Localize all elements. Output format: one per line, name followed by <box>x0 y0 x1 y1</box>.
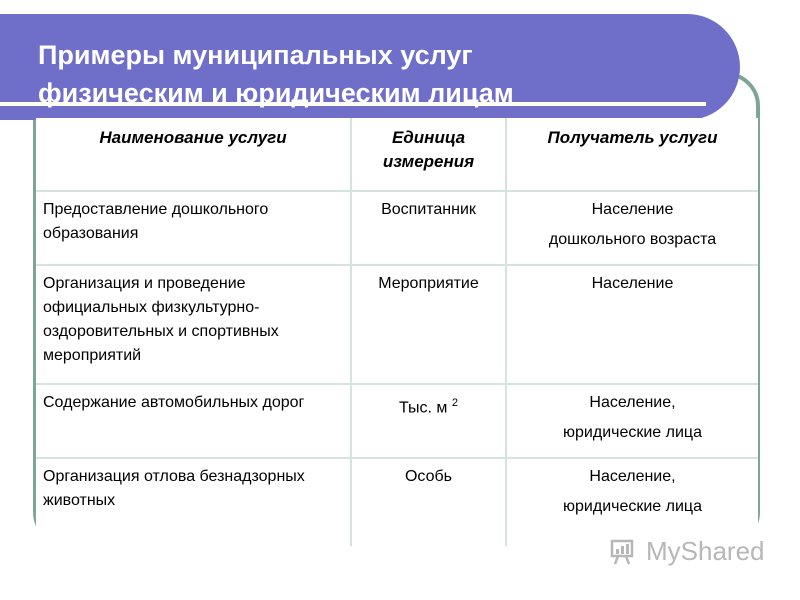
presentation-board-icon <box>610 539 640 565</box>
service-cell: Содержание автомобильных дорог <box>36 384 351 458</box>
service-cell: Предоставление дошкольного образования <box>36 191 351 265</box>
table-row <box>36 265 758 384</box>
header-recipient: Получатель услуги <box>506 118 758 191</box>
watermark-text: MyShared <box>646 536 765 566</box>
unit-cell: Воспитанник <box>351 191 506 265</box>
unit-cell <box>351 384 506 458</box>
recipient-cell <box>506 384 758 458</box>
recipient-cell <box>506 265 758 384</box>
slide-title: Примеры муниципальных услуг физическим и юридическим лицам <box>38 40 514 108</box>
recipient-text: Население <box>591 275 674 292</box>
table-row <box>36 458 758 546</box>
services-table <box>36 118 758 546</box>
table-row <box>36 384 758 458</box>
table-header-row <box>36 118 758 191</box>
recipient-text: Население, юридические лица <box>563 468 702 515</box>
recipient-cell <box>506 191 758 265</box>
header-unit: Единица измерения <box>351 118 506 191</box>
recipient-text: Население, юридические лица <box>563 394 702 441</box>
title-band <box>0 14 740 120</box>
unit-cell: Особь <box>351 458 506 546</box>
service-cell: Организация отлова безнадзорных животных <box>36 458 351 546</box>
table-row <box>36 191 758 265</box>
watermark <box>610 536 765 567</box>
unit-text: Тыс. м <box>398 399 448 417</box>
header-service: Наименование услуги <box>36 118 351 191</box>
unit-cell: Мероприятие <box>351 265 506 384</box>
recipient-text: Население дошкольного возраста <box>548 201 717 248</box>
service-cell: Организация и проведение официальных физкультурно-оздоровительных и спортивных мероприятий <box>36 265 351 384</box>
recipient-cell <box>506 458 758 546</box>
unit-superscript: 2 <box>451 397 459 409</box>
